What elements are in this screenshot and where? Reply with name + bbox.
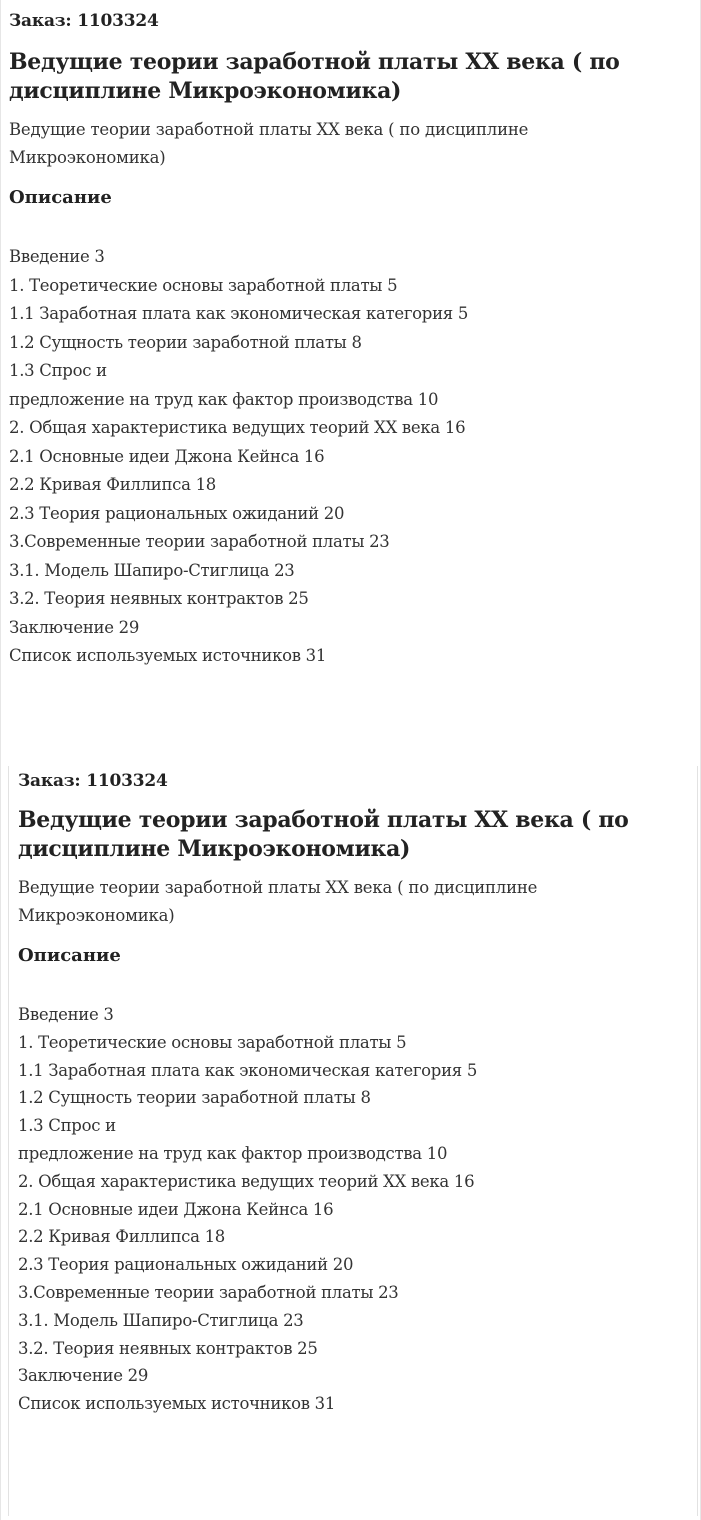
toc-item: 3.Современные теории заработной платы 23 [9, 532, 390, 551]
toc-item: 1.2 Сущность теории заработной платы 8 [18, 1088, 371, 1108]
toc-item: Список используемых источников 31 [18, 1394, 336, 1414]
toc-item: 2.3 Теория рациональных ожиданий 20 [18, 1255, 354, 1275]
toc-item: Заключение 29 [18, 1366, 149, 1386]
toc-item: 3.Современные теории заработной платы 23 [18, 1282, 399, 1302]
toc-item: 1. Теоретические основы заработной платы 5 [18, 1032, 407, 1052]
toc-item: 2. Общая характеристика ведущих теорий XX века 16 [9, 418, 466, 437]
toc-item: 3.2. Теория неявных контрактов 25 [18, 1338, 318, 1358]
toc-item: 1.1 Заработная плата как экономическая категория 5 [9, 304, 469, 323]
description-heading: Описание [9, 187, 112, 208]
order-number: Заказ: 1103324 [9, 11, 159, 31]
order-card-2 [18, 766, 693, 1418]
page-title: Ведущие теории заработной платы XX века ( по дисциплине Микроэкономика) [18, 807, 629, 862]
toc-item: 1.3 Спрос и [18, 1116, 116, 1136]
subtitle: Ведущие теории заработной платы XX века ( по дисциплине Микроэкономика) [9, 120, 529, 167]
toc-item: предложение на труд как фактор производства 10 [18, 1143, 448, 1163]
toc-item: Заключение 29 [9, 617, 140, 637]
toc-item: Список используемых источников 31 [9, 646, 327, 665]
toc-item: 1.1 Заработная плата как экономическая категория 5 [18, 1060, 478, 1080]
toc-item: 2.3 Теория рациональных ожиданий 20 [9, 503, 345, 523]
toc-item: 3.2. Теория неявных контрактов 25 [9, 589, 309, 608]
toc-item: предложение на труд как фактор производства 10 [9, 389, 439, 409]
toc-item: 2.2 Кривая Филлипса 18 [9, 475, 216, 494]
toc-item: 1.2 Сущность теории заработной платы 8 [9, 332, 362, 352]
page-title: Ведущие теории заработной платы XX века ( по дисциплине Микроэкономика) [9, 49, 620, 104]
toc-item: 2. Общая характеристика ведущих теорий XX века 16 [18, 1171, 475, 1191]
toc-item: Введение 3 [18, 1005, 114, 1024]
toc-item: 2.2 Кривая Филлипса 18 [18, 1227, 225, 1247]
toc-item: 1. Теоретические основы заработной платы 5 [9, 275, 398, 295]
order-card-1 [9, 6, 689, 671]
table-of-contents [18, 1001, 693, 1418]
toc-item: 3.1. Модель Шапиро-Стиглица 23 [18, 1310, 304, 1330]
description-heading: Описание [18, 945, 121, 966]
toc-item: Введение 3 [9, 247, 105, 266]
table-of-contents [9, 243, 689, 671]
toc-item: 3.1. Модель Шапиро-Стиглица 23 [9, 560, 295, 580]
toc-item: 1.3 Спрос и [9, 361, 107, 380]
toc-item: 2.1 Основные идеи Джона Кейнса 16 [18, 1199, 334, 1219]
order-number: Заказ: 1103324 [18, 771, 168, 791]
subtitle: Ведущие теории заработной платы XX века ( по дисциплине Микроэкономика) [18, 878, 538, 925]
toc-item: 2.1 Основные идеи Джона Кейнса 16 [9, 446, 325, 466]
